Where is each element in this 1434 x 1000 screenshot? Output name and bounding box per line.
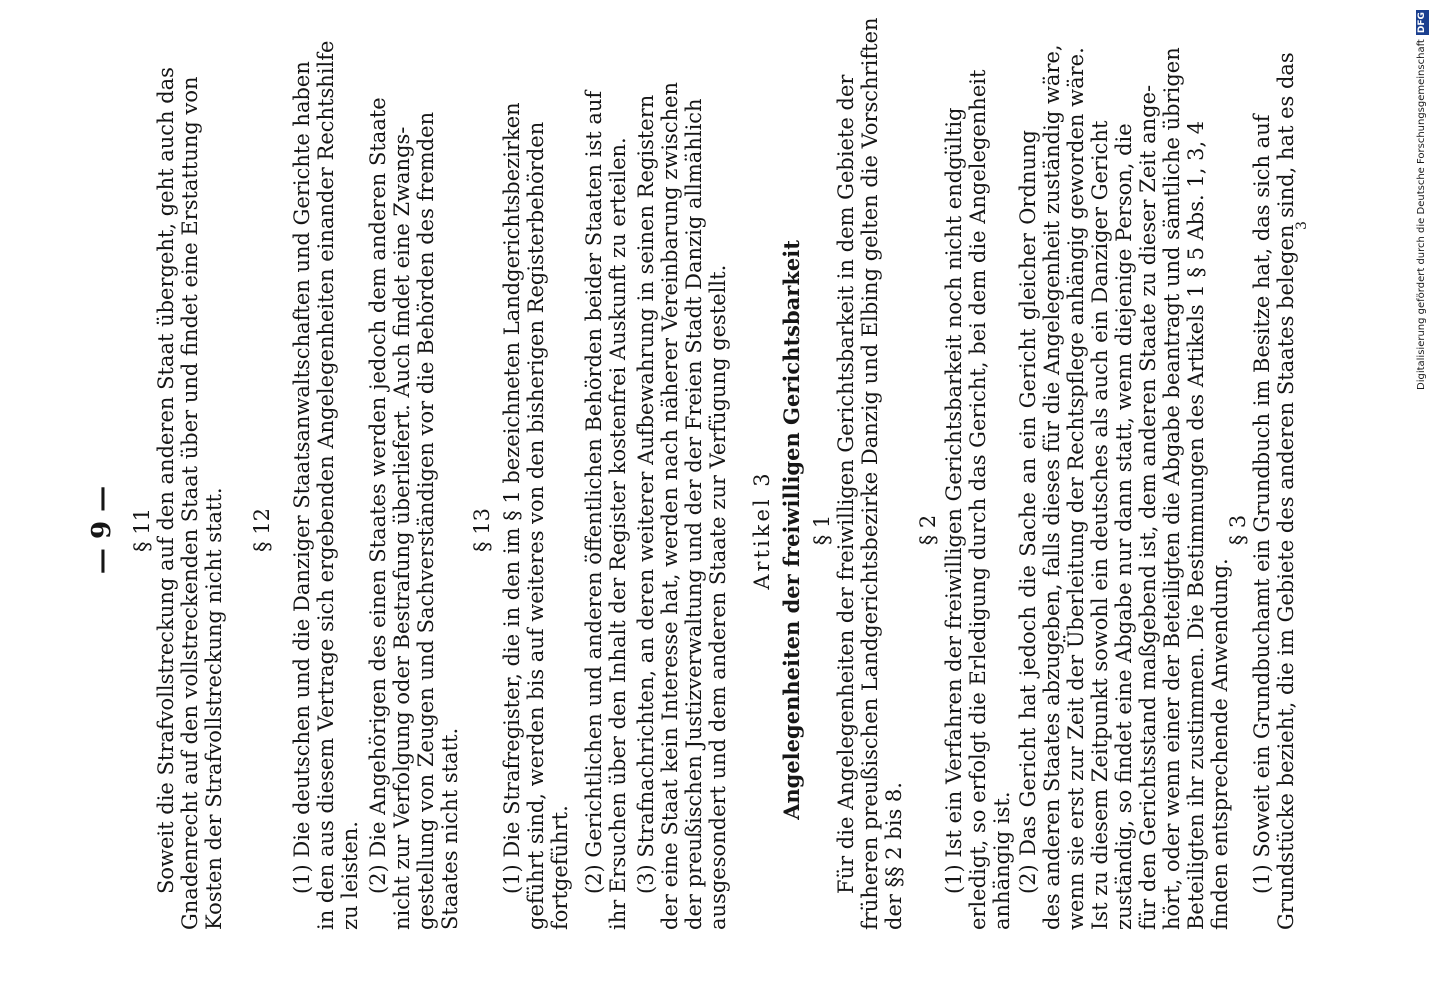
section-11-heading: § 11: [130, 508, 154, 552]
section-13-p3-line: der eine Staat kein Interesse hat, werden nach näherer Vereinbarung zwischen: [658, 81, 682, 930]
article-3-section-1-line: früheren preußischen Landgerichtsbezirke Danzig und Elbing gelten die Vorschriften: [858, 17, 882, 930]
article-3-section-1-heading: § 1: [810, 514, 834, 546]
section-12-p2-line: nicht zur Verfolgung oder Bestrafung überliefert. Auch findet eine Zwangs-: [390, 126, 414, 930]
article-3-section-2-p2-line: des anderen Staates abzugeben, falls dieses für die Angelegenheit zuständig wäre,: [1040, 44, 1064, 930]
section-13-p1-line: fortgeführt.: [548, 805, 572, 930]
section-13-p3-line: (3) Strafnachrichten, an deren weiterer Aufbewahrung in seinen Registern: [634, 94, 658, 894]
article-3-title: Angelegenheiten der freiwilligen Gerichtsbarkeit: [779, 240, 804, 820]
rotated-document-page: [87, 17, 1310, 930]
section-12-p1-line: in den aus diesem Vertrage sich ergebenden Angelegenheiten einander Rechtshilfe: [314, 40, 338, 930]
section-13-p3-line: ausgesondert und dem anderen Staate zur Verfügung gestellt.: [706, 264, 730, 930]
article-3-section-2-p2-line: Ist zu diesem Zeitpunkt sowohl ein deutsches als auch ein Danziger Gericht: [1088, 120, 1112, 930]
page-number: — 9 —: [87, 485, 117, 575]
article-3-label: Artikel 3: [750, 470, 774, 590]
section-12-p2-line: (2) Die Angehörigen des einen Staates werden jedoch dem anderen Staate: [366, 97, 390, 894]
section-13-heading: § 13: [470, 508, 494, 552]
section-12-p1-line: (1) Die deutschen und die Danziger Staatsanwaltschaften und Gerichte haben: [290, 61, 314, 894]
section-11-line: Kosten der Strafvollstreckung nicht statt.: [202, 487, 226, 930]
section-11-line: Gnadenrecht auf den vollstreckenden Staat über und findet eine Erstattung von: [178, 76, 202, 930]
digitization-credit: [1414, 10, 1430, 390]
section-11-line: Soweit die Strafvollstreckung auf den anderen Staat übergeht, geht auch das: [154, 67, 178, 894]
article-3-section-2-p2-line: (2) Das Gericht hat jedoch die Sache an ein Gericht gleicher Ordnung: [1016, 130, 1040, 894]
article-3-section-3-heading: § 3: [1226, 514, 1250, 546]
dfg-logo: DFG: [1417, 12, 1427, 34]
section-13-p2-line: ihr Ersuchen über den Inhalt der Register kostenfrei Auskunft zu erteilen.: [606, 137, 630, 930]
article-3-section-2-p1-line: anhängig ist.: [990, 791, 1014, 930]
article-3-section-1-line: der §§ 2 bis 8.: [882, 782, 906, 930]
article-3-section-2-p1-line: (1) Ist ein Verfahren der freiwilligen Gerichtsbarkeit noch nicht endgültig: [942, 107, 966, 894]
article-3-section-2-p2-line: hört, oder wenn einer der Beteiligten die Abgabe beantragt und sämtliche übrigen: [1160, 47, 1184, 930]
section-12-p1-line: zu leisten.: [338, 821, 362, 930]
article-3-section-3-line: Grundstücke bezieht, die im Gebiete des anderen Staates belegen sind, hat es das: [1274, 52, 1298, 930]
section-13-p1-line: geführt sind, werden bis auf weiteres von den bisherigen Registerbehörden: [524, 121, 548, 930]
article-3-section-2-heading: § 2: [916, 514, 940, 546]
signature-mark: 3: [1294, 221, 1310, 230]
article-3-section-1-line: Für die Angelegenheiten der freiwilligen Gerichtsbarkeit in dem Gebiete der: [834, 74, 858, 894]
section-12-p2-line: gestellung von Zeugen und Sachverständigen vor die Behörden des fremden: [414, 111, 438, 930]
section-13-p3-line: der preußischen Justizverwaltung und der der Freien Stadt Danzig allmählich: [682, 98, 706, 930]
section-13-p1-line: (1) Die Strafregister, die in den im § 1 bezeichneten Landgerichtsbezirken: [500, 102, 524, 894]
article-3-section-2-p2-line: finden entsprechende Anwendung.: [1208, 558, 1232, 930]
article-3-section-2-p1-line: erledigt, so erfolgt die Erledigung durch das Gericht, bei dem die Angelegenheit: [966, 69, 990, 930]
section-12-heading: § 12: [250, 508, 274, 552]
article-3-section-2-p2-line: für den Gerichtsstand maßgebend ist, dem anderen Staate zu dieser Zeit ange-: [1136, 84, 1160, 930]
section-13-p2-line: (2) Gerichtlichen und anderen öffentlichen Behörden beider Staaten ist auf: [582, 90, 606, 894]
article-3-section-2-p2-line: Beteiligten ihr zustimmen. Die Bestimmungen des Artikels 1 § 5 Abs. 1, 3, 4: [1184, 120, 1208, 930]
section-12-p2-line: Staates nicht statt.: [438, 727, 462, 930]
article-3-section-2-p2-line: wenn sie erst zur Zeit der Überleitung der Rechtspflege anhängig geworden wäre.: [1064, 47, 1088, 930]
digitization-credit-text: Digitalisierung gefördert durch die Deutsche Forschungsgemeinschaft: [1416, 39, 1427, 390]
article-3-section-2-p2-line: zuständig, so findet eine Abgabe nur dann statt, wenn diejenige Person, die: [1112, 123, 1136, 930]
article-3-section-3-line: (1) Soweit ein Grundbuchamt ein Grundbuch im Besitze hat, das sich auf: [1250, 114, 1274, 894]
